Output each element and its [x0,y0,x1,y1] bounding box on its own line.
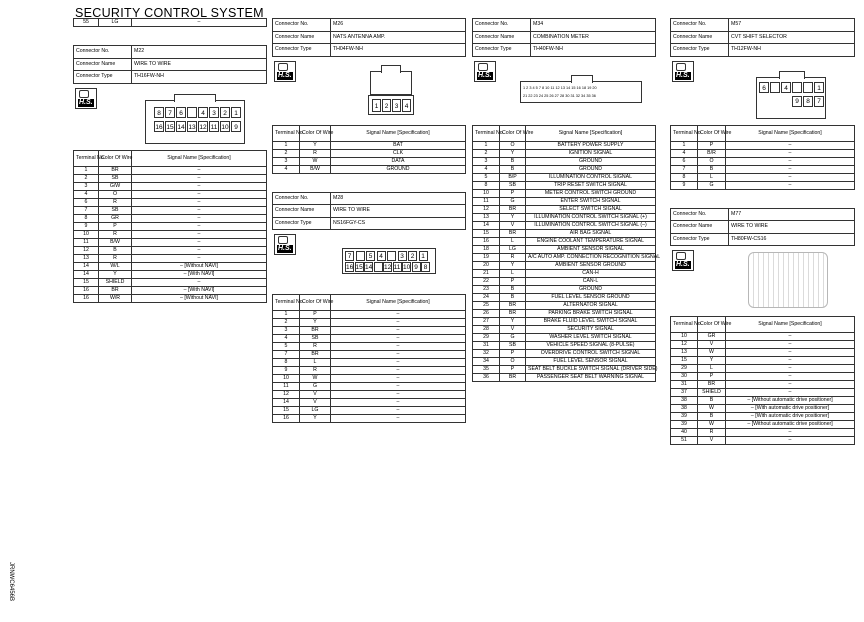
pin: 7 [814,96,824,107]
m22-signal-table: Terminal No. Color Of Wire Signal Name [Specification] 1 BR – 2 SB – 3 G/W – 4 O – 6 R – 7 SB – 8 GR – 9 P – 10 R – 11 B/W – 12 B – 13 R – 14 W/L – [Without NAVI] 14 Y – [With NAVI] 15 SHIELD – 16 BR – [With NAVI] 16 W/R – [Without NAVI] [73,150,267,303]
harness-side-icon: H.S. [672,250,694,271]
table-row: 38 B – [Without automatic drive positioner] [671,397,855,405]
table-row: 10 W – [273,375,466,383]
table-row: 4 B/W GROUND [273,165,466,173]
table-row: 12 V – [273,391,466,399]
table-row: 16 W/R – [Without NAVI] [74,294,267,302]
table-row: 26 BR PARKING BRAKE SWITCH SIGNAL [473,309,656,317]
pin: 2 [382,99,391,112]
table-row: 7 B – [671,165,855,173]
table-row: 31 BR – [671,381,855,389]
m28-signal-table: Terminal No. Color Of Wire Signal Name [Specification] 1 P – 2 Y – 3 BR – 4 SB – 5 R – 7 BR – 8 L – 9 R – 10 W – 11 G – 12 V – 14 V – 15 LG – 16 Y – [272,294,466,423]
pin: 9 [792,96,802,107]
m77-connector [748,252,828,308]
table-row: 15 BR AIR BAG SIGNAL [473,229,656,237]
m34-connector: 1 2 3 4 5 7 8 10 11 12 13 14 15 16 18 19 20 21 22 23 24 25 26 27 28 30 31 32 34 35 36 [520,81,642,103]
pin: 15 [165,121,175,132]
m22-connector [145,100,245,144]
pin: 6 [759,82,769,93]
pin: 7 [345,251,354,261]
table-row: 3 BR – [273,327,466,335]
table-row: 2 Y – [273,319,466,327]
pin: 14 [365,264,373,271]
table-row: 24 B FUEL LEVEL SENSOR GROUND [473,293,656,301]
pin: 13 [187,121,197,132]
table-row: 14 W/L – [Without NAVI] [74,262,267,270]
m57-connector [756,77,826,119]
pin: 2 [220,107,230,118]
harness-side-icon: H.S. [274,234,296,255]
pin [387,251,396,261]
m26-diagram [272,57,466,125]
column-m57-m77 [670,18,855,445]
table-row: 12 BR SELECT SWITCH SIGNAL [473,205,656,213]
table-row: 7 BR – [273,351,466,359]
m57-signal-table: Terminal No. Color Of Wire Signal Name [Specification] 1 P – 4 B/R – 6 O – 7 B – 8 L – 9 G – [670,125,855,190]
table-row: 14 Y – [With NAVI] [74,270,267,278]
table-row: 6 R – [74,198,267,206]
harness-side-icon: H.S. [75,88,97,109]
table-row: 4 B GROUND [473,165,656,173]
m77-info: Connector No. M77 Connector Name WIRE TO WIRE Connector Type TH80FW-CS16 [670,208,855,247]
pin: 2 [408,251,417,261]
table-row: 9 G – [671,181,855,189]
table-row: 1 O BATTERY POWER SUPPLY [473,141,656,149]
table-row: 1 Y BAT [273,141,466,149]
m57-info: Connector No. M57 Connector Name CVT SHIFT SELECTOR Connector Type TH12FW-NH [670,18,855,57]
harness-side-icon: H.S. [274,61,296,82]
table-row: 20 Y AMBIENT SENSOR GROUND [473,261,656,269]
pin: 12 [384,264,392,271]
pin [187,107,197,118]
pin [792,82,802,93]
table-row: 15 Y – [671,357,855,365]
table-row: 2 R CLK [273,149,466,157]
table-row: 34 O FUEL LEVEL SENSOR SIGNAL [473,357,656,365]
table-row: 8 L – [671,173,855,181]
table-row: 11 G – [273,383,466,391]
page-title: SECURITY CONTROL SYSTEM [75,6,264,20]
table-row: 19 R A/C AUTO AMP. CONNECTION RECOGNITION SIGNAL [473,253,656,261]
table-row: 2 Y IGNITION SIGNAL [473,149,656,157]
pin: 4 [402,99,411,112]
table-row: 15 SHIELD – [74,278,267,286]
table-row: 4 B/R – [671,149,855,157]
table-row: 6 O – [671,157,855,165]
table-row: 27 Y BRAKE FLUID LEVEL SWITCH SIGNAL [473,317,656,325]
pin: 16 [346,264,354,271]
table-row: 8 GR – [74,214,267,222]
m77-signal-table: Terminal No. Color Of Wire Signal Name [Specification] 10 GR – 12 V – 13 W – 15 Y – 29 L – 30 P – 31 BR – 37 SHIELD – 38 B – [Without automatic drive positioner] 38 W – [With automatic drive positioner] 39 B – [With automatic drive positioner] 39 W – [Without automatic drive positioner] 40 R – 51 V – [670,316,855,445]
m26-info: Connector No. M26 Connector Name NATS ANTENNA AMP. Connector Type TH04FW-NH [272,18,466,57]
table-row: 16 L ENGINE COOLANT TEMPERATURE SIGNAL [473,237,656,245]
table-row: 14 V ILLUMINATION CONTROL SWITCH SIGNAL (–) [473,221,656,229]
table-row: 13 W – [671,349,855,357]
pin [770,82,780,93]
table-row: 9 P – [74,222,267,230]
table-row: 40 R – [671,429,855,437]
table-row: 4 SB – [273,335,466,343]
pin: 7 [165,107,175,118]
m34-diagram [472,57,656,125]
pin: 4 [377,251,386,261]
table-row: 3 W DATA [273,157,466,165]
pin: 10 [403,264,411,271]
table-row: 3 G/W – [74,182,267,190]
pin: 8 [421,262,430,272]
table-row: 1 BR – [74,166,267,174]
m26-connector [370,71,412,95]
pin: 12 [198,121,208,132]
harness-side-icon: H.S. [672,61,694,82]
pin: 16 [154,121,164,132]
pin: 15 [355,264,363,271]
table-row: 39 B – [With automatic drive positioner] [671,413,855,421]
table-row: 10 P METER CONTROL SWITCH GROUND [473,189,656,197]
table-row: 30 P – [671,373,855,381]
table-row: 29 L – [671,365,855,373]
pin: 9 [231,121,241,132]
table-row: 31 SB VEHICLE SPEED SIGNAL (8-PULSE) [473,341,656,349]
table-row: 13 Y ILLUMINATION CONTROL SWITCH SIGNAL (+) [473,213,656,221]
table-row: 25 BR ALTERNATOR SIGNAL [473,301,656,309]
table-row: 39 W – [Without automatic drive positioner] [671,421,855,429]
m22-diagram [73,84,267,150]
table-row: 15 LG – [273,407,466,415]
table-row: 12 V – [671,341,855,349]
table-row: 13 R – [74,254,267,262]
pin: 3 [209,107,219,118]
table-row: 5 B/P ILLUMINATION CONTROL SIGNAL [473,173,656,181]
table-row: 21 L CAN-H [473,269,656,277]
table-row: 28 V SECURITY SIGNAL [473,325,656,333]
column-m34 [472,18,661,382]
table-row: 7 SB – [74,206,267,214]
table-row: 16 Y – [273,415,466,423]
pin: 5 [366,251,375,261]
pin: 10 [220,121,230,132]
pin: 6 [176,107,186,118]
pin: 4 [781,82,791,93]
table-row: 10 R – [74,230,267,238]
pin: 1 [419,251,428,261]
table-row: 8 SB TRIP RESET SWITCH SIGNAL [473,181,656,189]
m77-diagram [670,246,855,316]
top-row-table: 55 LG – [73,18,267,27]
m57-diagram [670,57,855,125]
table-row: 16 BR – [With NAVI] [74,286,267,294]
table-row: 22 P CAN-L [473,277,656,285]
pin: 14 [176,121,186,132]
side-code: JRNWC6456B [8,562,14,602]
pin [803,82,813,93]
m34-signal-table: Terminal No. Color Of Wire Signal Name [Specification] 1 O BATTERY POWER SUPPLY 2 Y IGNITION SIGNAL 3 B GROUND 4 B GROUND 5 B/P ILLUMINATION CONTROL SIGNAL 8 SB TRIP RESET SWITCH SIGNAL 10 P METER CONTROL SWITCH GROUND 11 G ENTER SWITCH SIGNAL 12 BR SELECT SWITCH SIGNAL 13 Y ILLUMINATION CONTROL SWITCH SIGNAL (+) 14 V ILLUMINATION CONTROL SWITCH SIGNAL (–) 15 BR AIR BAG SIGNAL 16 L ENGINE COOLANT TEMPERATURE SIGNAL 18 LG AMBIENT SENSOR SIGNAL 19 R A/C AUTO AMP. CONNECTION RECOGNITION SIGNAL 20 Y AMBIENT SENSOR GROUND 21 L CAN-H 22 P CAN-L 23 B GROUND 24 B FUEL LEVEL SENSOR GROUND 25 BR ALTERNATOR SIGNAL 26 BR PARKING BRAKE SWITCH SIGNAL 27 Y BRAKE FLUID LEVEL SWITCH SIGNAL 28 V SECURITY SIGNAL 29 G WASHER LEVEL SWITCH SIGNAL 31 SB VEHICLE SPEED SIGNAL (8-PULSE) 32 P OVERDRIVE CONTROL SWITCH SIGNAL 34 O FUEL LEVEL SENSOR SIGNAL 35 P SEAT BELT BUCKLE SWITCH SIGNAL (DRIVER SIDE) 36 BR PASSENGER SEAT BELT WARNING SIGNAL [472,125,656,382]
pin: 1 [814,82,824,93]
table-row: 4 O – [74,190,267,198]
pin: 3 [398,251,407,261]
m26-signal-table: Terminal No. Color Of Wire Signal Name [Specification] 1 Y BAT 2 R CLK 3 W DATA 4 B/W GROUND [272,125,466,174]
pin: 11 [393,264,401,271]
m34-info: Connector No. M34 Connector Name COMBINATION METER Connector Type TH40FW-NH [472,18,656,57]
column-m22 [73,18,267,303]
table-row: 5 R – [273,343,466,351]
pin: 8 [803,96,813,107]
pin: 4 [198,107,208,118]
column-m26-m28 [272,18,466,423]
table-row: 14 V – [273,399,466,407]
pin: 11 [209,121,219,132]
table-row: 1 P – [671,141,855,149]
pin [374,262,383,272]
table-row: 18 LG AMBIENT SENSOR SIGNAL [473,245,656,253]
table-row: 3 B GROUND [473,157,656,165]
table-row: 29 G WASHER LEVEL SWITCH SIGNAL [473,333,656,341]
table-row: 35 P SEAT BELT BUCKLE SWITCH SIGNAL (DRIVER SIDE) [473,365,656,373]
harness-side-icon: H.S. [474,61,496,82]
table-row: 37 SHIELD – [671,389,855,397]
m28-diagram [272,230,466,294]
m28-connector [342,248,436,274]
table-row: 9 R – [273,367,466,375]
table-row: 32 P OVERDRIVE CONTROL SWITCH SIGNAL [473,349,656,357]
table-row: 8 L – [273,359,466,367]
pin: 3 [392,99,401,112]
pin: 1 [231,107,241,118]
table-row: 10 GR – [671,333,855,341]
table-row: 2 SB – [74,174,267,182]
m28-info: Connector No. M28 Connector Name WIRE TO WIRE Connector Type NS16FGY-CS [272,192,466,231]
pin: 1 [372,99,381,112]
table-row: 36 BR PASSENGER SEAT BELT WARNING SIGNAL [473,373,656,381]
table-row: 23 B GROUND [473,285,656,293]
table-row: 11 B/W – [74,238,267,246]
pin: 9 [412,262,421,272]
table-row: 12 B – [74,246,267,254]
m22-info: Connector No. M22 Connector Name WIRE TO WIRE Connector Type TH16FW-NH [73,45,267,84]
table-row: 1 P – [273,311,466,319]
table-row: 11 G ENTER SWITCH SIGNAL [473,197,656,205]
table-row: 51 V – [671,437,855,445]
pin: 8 [154,107,164,118]
table-row: 38 W – [With automatic drive positioner] [671,405,855,413]
pin [356,251,365,261]
